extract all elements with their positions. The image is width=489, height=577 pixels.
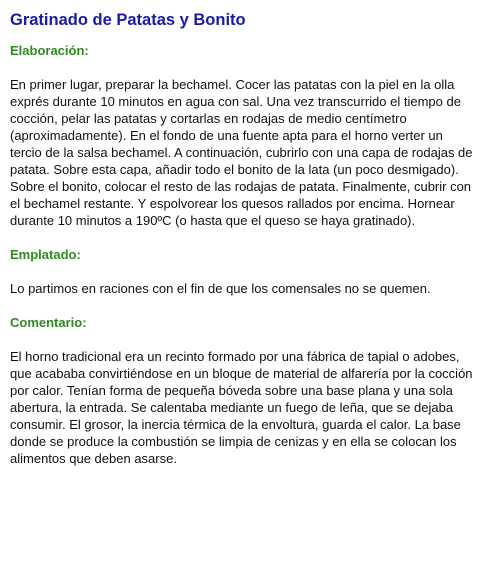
section-text-comentario: El horno tradicional era un recinto formado por una fábrica de tapial o adobes, que acababa convirtiéndose en un bloque de material de alfarería por la cocción por calor. Tenían forma de pequeña bóveda sobre una base plana y una sola abertura, la entrada. Se calentaba mediante un fuego de leña, que se dejaba consumir. El grosor, la inercia térmica de la envoltura, guarda el calor. La base donde se produce la combustión se limpia de cenizas y en ella se colocan los alimentos que deben asarse. [10, 349, 473, 466]
section-heading-comentario: Comentario: [10, 315, 87, 330]
section-heading-emplatado: Emplatado: [10, 247, 81, 262]
section-text-emplatado: Lo partimos en raciones con el fin de que los comensales no se quemen. [10, 281, 431, 296]
page-title: Gratinado de Patatas y Bonito [10, 11, 246, 29]
section-text-elaboracion: En primer lugar, preparar la bechamel. Cocer las patatas con la piel en la olla exprés durante 10 minutos en agua con sal. Una vez transcurrido el tiempo de cocción, pelar las patatas y cortarlas en rodajas de medio centímetro (aproximadamente). En el fondo de una fuente apta para el horno verter un tercio de la salsa bechamel. A continuación, cubrirlo con una capa de rodajas de patata. Sobre esta capa, añadir todo el bonito de la lata (un poco desmigado). Sobre el bonito, colocar el resto de las rodajas de patata. Finalmente, cubrir con el bechamel restante. Y espolvorear los quesos rallados por encima. Hornear durante 10 minutos a 190ºC (o hasta que el queso se haya gratinado). [10, 77, 473, 228]
section-heading-elaboracion: Elaboración: [10, 43, 89, 58]
